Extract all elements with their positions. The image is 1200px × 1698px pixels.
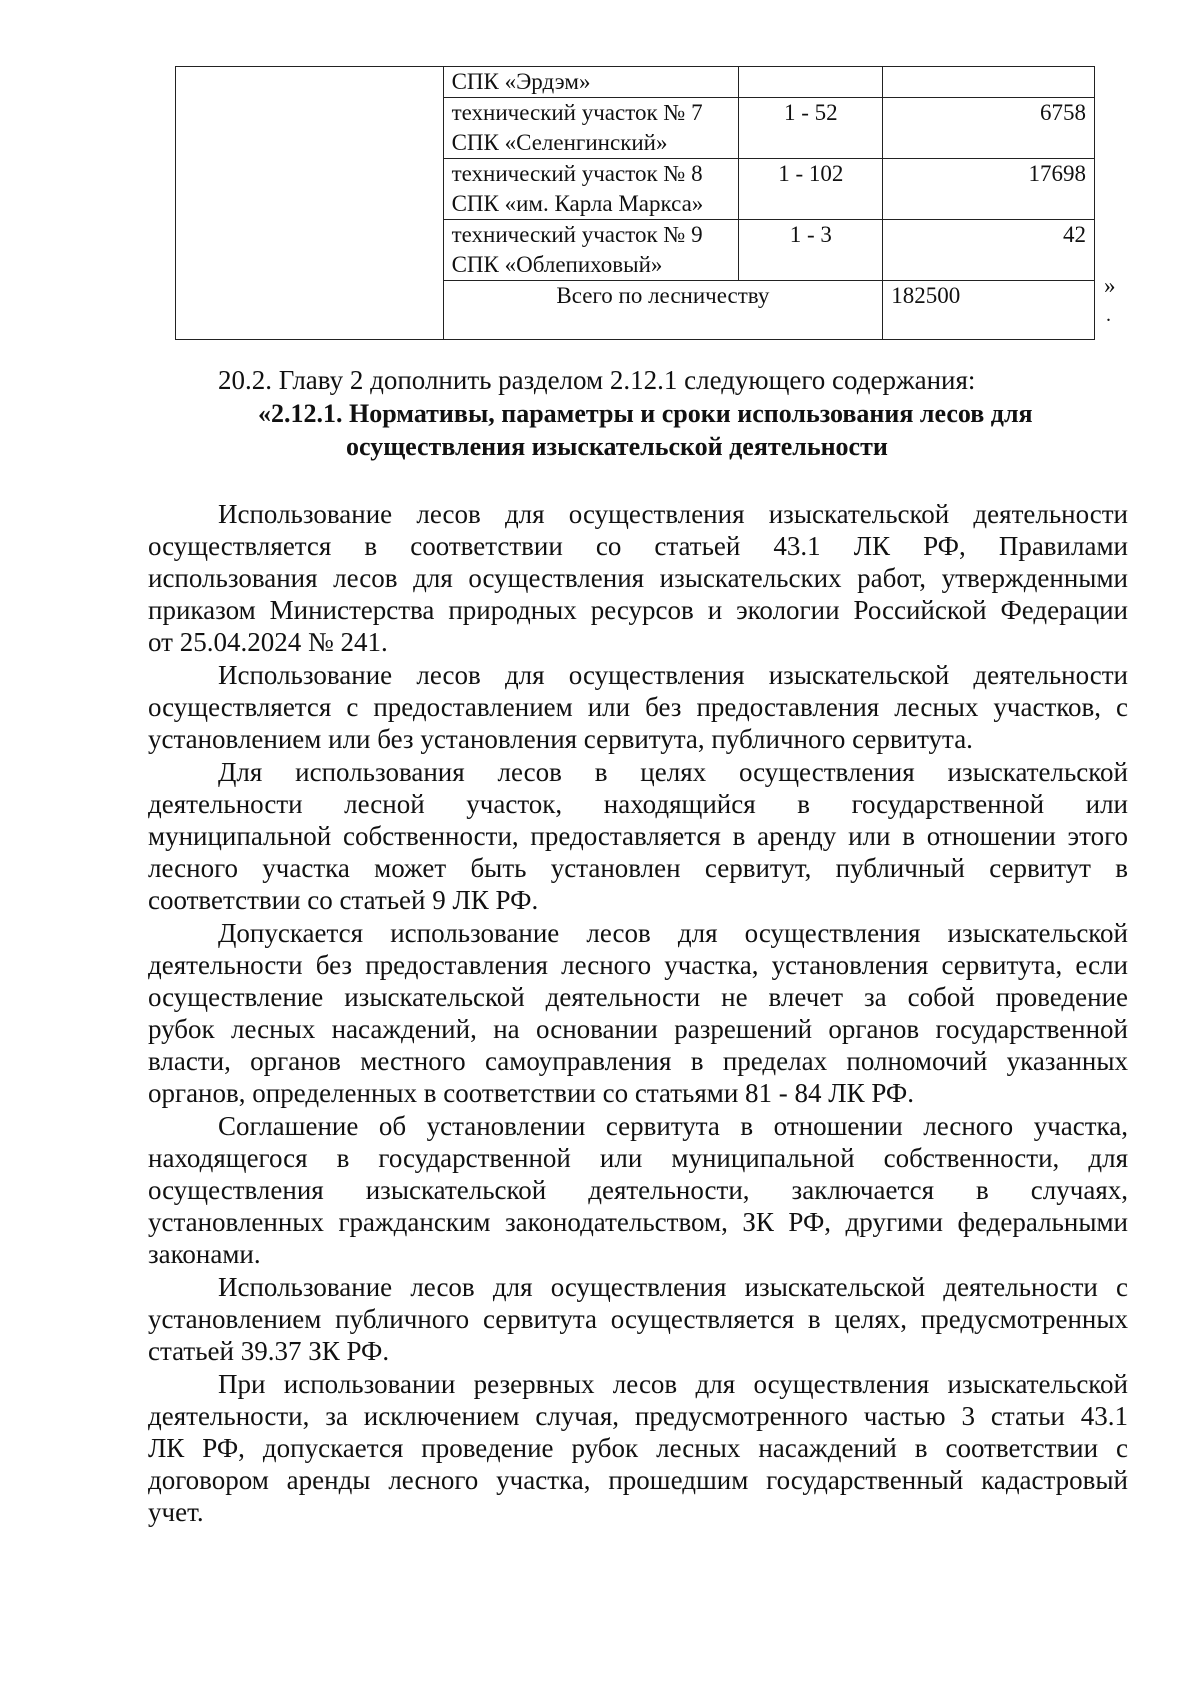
table-cell-area: 6758	[883, 98, 1095, 159]
paragraph-first-line: Допускается использование лесов для осуществления изыскательской	[218, 918, 1128, 948]
paragraph-line: установлением или без установления сервитута, публичного сервитута.	[148, 724, 973, 754]
paragraph-line: власти, органов местного самоуправления в пределах полномочий указанных	[148, 1046, 1128, 1076]
closing-dot: .	[1106, 304, 1111, 326]
table-total-label: Всего по лесничеству	[443, 281, 883, 340]
paragraph-first-line: Соглашение об установлении сервитута в отношении лесного участка,	[218, 1111, 1128, 1141]
paragraph-line: ЛК РФ, допускается проведение рубок лесных насаждений в соответствии с	[148, 1433, 1128, 1463]
paragraph-line: муниципальной собственности, предоставляется в аренду или в отношении этого	[148, 821, 1128, 851]
paragraph-first-line: При использовании резервных лесов для осуществления изыскательской	[218, 1369, 1128, 1399]
table-cell-name	[443, 159, 739, 220]
cell-name-line: СПК «Селенгинский»	[451, 130, 668, 155]
paragraph-line: использования лесов для осуществления изыскательских работ, утвержденными	[148, 563, 1128, 593]
table-cell-name	[443, 98, 739, 159]
paragraph-line: установленных гражданским законодательством, ЗК РФ, другими федеральными	[148, 1207, 1128, 1237]
table-cell-area	[883, 67, 1095, 98]
cell-name-line: СПК «Облепиховый»	[451, 252, 663, 277]
paragraph-line: статьей 39.37 ЗК РФ.	[148, 1336, 390, 1366]
table-cell-area: 17698	[883, 159, 1095, 220]
amendment-intro: 20.2. Главу 2 дополнить разделом 2.12.1 следующего содержания:	[218, 365, 976, 395]
paragraph-line: рубок лесных насаждений, на основании разрешений органов государственной	[148, 1014, 1128, 1044]
section-heading-line-2: осуществления изыскательской деятельности	[346, 432, 888, 461]
paragraph-line: приказом Министерства природных ресурсов и экологии Российской Федерации	[148, 595, 1128, 625]
paragraph-first-line: Использование лесов для осуществления изыскательской деятельности с	[218, 1272, 1128, 1302]
closing-quote-mark: »	[1104, 273, 1116, 298]
paragraph-line: деятельности, за исключением случая, предусмотренного частью 3 статьи 43.1	[148, 1401, 1128, 1431]
forestry-table	[175, 66, 1095, 340]
paragraph-line: деятельности без предоставления лесного участка, установления сервитута, если	[148, 950, 1128, 980]
table-merged-cell	[176, 67, 444, 340]
paragraph-line: соответствии со статьей 9 ЛК РФ.	[148, 885, 539, 915]
table-cell-area: 42	[883, 220, 1095, 281]
table-total-value: 182500	[883, 281, 1095, 340]
cell-name-line: СПК «им. Карла Маркса»	[451, 191, 704, 216]
paragraph-line: договором аренды лесного участка, прошедшим государственный кадастровый	[148, 1465, 1128, 1495]
paragraph-line: осуществляется в соответствии со статьей 43.1 ЛК РФ, Правилами	[148, 531, 1128, 561]
paragraph-line: находящегося в государственной или муниципальной собственности, для	[148, 1143, 1128, 1173]
paragraph-line: осуществление изыскательской деятельности не влечет за собой проведение	[148, 982, 1128, 1012]
table-cell-range	[739, 67, 883, 98]
paragraph-line: осуществления изыскательской деятельности, заключается в случаях,	[148, 1175, 1128, 1205]
paragraph-line: законами.	[148, 1239, 261, 1269]
cell-name-line: технический участок № 7	[451, 100, 703, 125]
cell-name-line: СПК «Эрдэм»	[451, 69, 591, 94]
paragraph-line: деятельности лесной участок, находящийся в государственной или	[148, 789, 1128, 819]
table-cell-name	[443, 220, 739, 281]
cell-name-line: технический участок № 9	[451, 222, 703, 247]
table-cell-range: 1 - 3	[739, 220, 883, 281]
table-cell-range: 1 - 102	[739, 159, 883, 220]
paragraph-first-line: Использование лесов для осуществления изыскательской деятельности	[218, 660, 1128, 690]
paragraph-line: от 25.04.2024 № 241.	[148, 627, 388, 657]
cell-name-line: технический участок № 8	[451, 161, 703, 186]
paragraph-line: учет.	[148, 1497, 204, 1527]
paragraph-line: установлением публичного сервитута осуществляется в целях, предусмотренных	[148, 1304, 1128, 1334]
paragraph-first-line: Для использования лесов в целях осуществления изыскательской	[218, 757, 1128, 787]
paragraph-first-line: Использование лесов для осуществления изыскательской деятельности	[218, 499, 1128, 529]
table-cell-name	[443, 67, 739, 98]
section-heading-line-1: «2.12.1. Нормативы, параметры и сроки использования лесов для	[258, 399, 1033, 428]
table-cell-range: 1 - 52	[739, 98, 883, 159]
paragraph-line: осуществляется с предоставлением или без предоставления лесных участков, с	[148, 692, 1128, 722]
paragraph-line: лесного участка может быть установлен сервитут, публичный сервитут в	[148, 853, 1128, 883]
paragraph-line: органов, определенных в соответствии со статьями 81 - 84 ЛК РФ.	[148, 1078, 915, 1108]
table-row	[176, 67, 1095, 98]
